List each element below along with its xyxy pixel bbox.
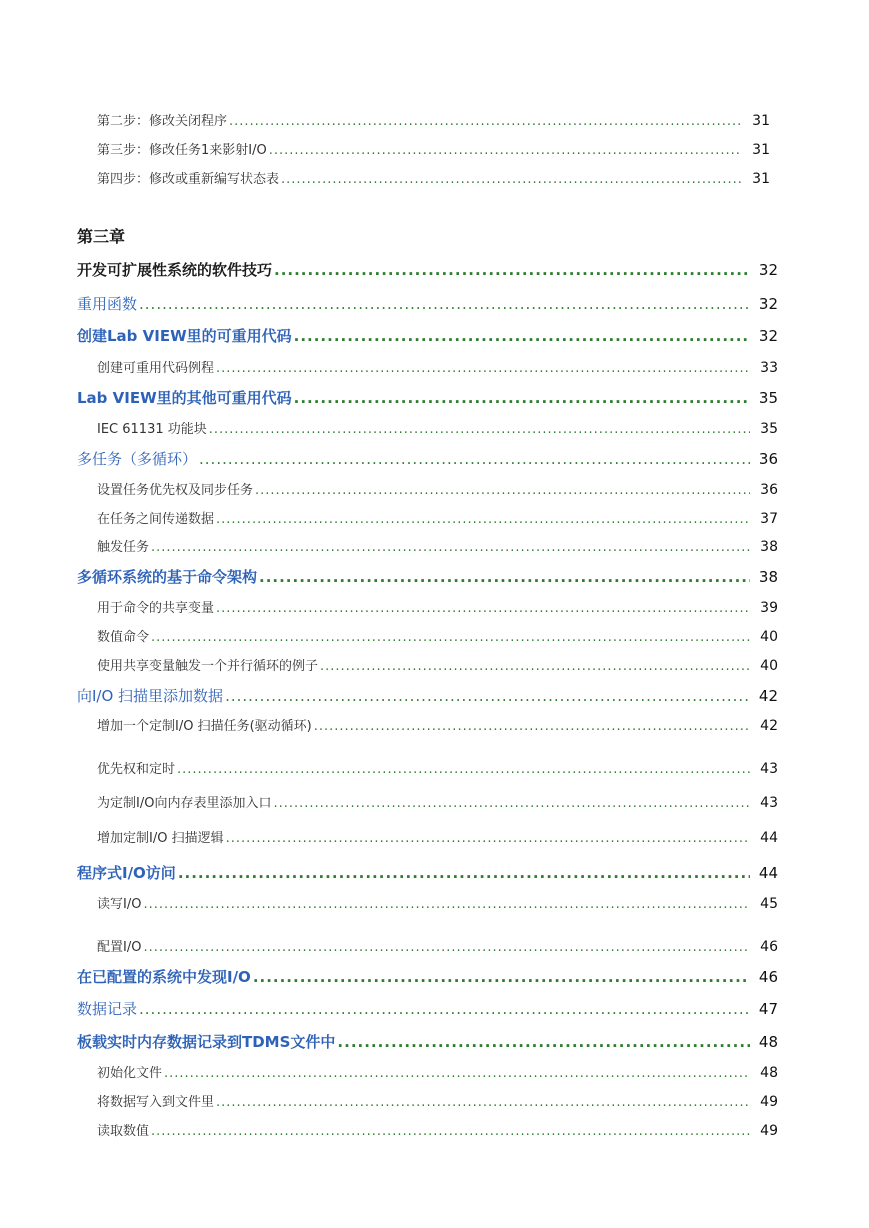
toc-page-number: 46 xyxy=(760,939,778,955)
toc-page-number: 43 xyxy=(760,761,778,777)
toc-entry-label: 数据记录 xyxy=(77,1000,138,1018)
toc-entry[interactable] xyxy=(77,448,778,469)
toc-page-number: 36 xyxy=(760,482,778,498)
toc-leader xyxy=(259,568,750,586)
toc-page-number: 35 xyxy=(760,421,778,437)
toc-leader xyxy=(226,831,750,846)
toc-entry-label: 读写I/O xyxy=(97,897,142,912)
toc-page-number: 37 xyxy=(760,511,778,527)
toc-entry-label: 为定制I/O向内存表里添加入口 xyxy=(97,796,272,811)
toc-page-number: 31 xyxy=(752,142,770,158)
toc-entry[interactable] xyxy=(97,758,778,777)
toc-page-number: 49 xyxy=(760,1123,778,1139)
toc-page-number: 44 xyxy=(758,864,778,882)
toc-leader xyxy=(139,1000,750,1018)
toc-entry-label: 初始化文件 xyxy=(97,1066,163,1081)
toc-page-number: 45 xyxy=(760,896,778,912)
toc-page-number: 38 xyxy=(758,568,778,586)
toc-page-number: 40 xyxy=(760,629,778,645)
toc-leader xyxy=(216,1095,750,1110)
toc-leader xyxy=(139,295,750,313)
toc-leader xyxy=(177,762,750,777)
toc-entry-label: Lab VIEW里的其他可重用代码 xyxy=(77,389,292,407)
toc-entry-label: 配置I/O xyxy=(97,940,142,955)
toc-entry-label: 在任务之间传递数据 xyxy=(97,512,215,527)
toc-leader xyxy=(294,389,750,407)
toc-leader xyxy=(229,114,742,129)
toc-page-number: 48 xyxy=(758,1033,778,1051)
toc-entry-label: 第三步：修改任务1来影射I/O xyxy=(97,143,267,158)
toc-entry[interactable] xyxy=(77,998,778,1019)
toc-entry-label: 优先权和定时 xyxy=(97,762,176,777)
toc-page-number: 31 xyxy=(752,171,770,187)
toc-page-number: 47 xyxy=(758,1000,778,1018)
toc-entry-label: 读取数值 xyxy=(97,1124,150,1139)
toc-entry-label: 设置任务优先权及同步任务 xyxy=(97,483,254,498)
toc-page-number: 43 xyxy=(760,795,778,811)
toc-entry-label: 第四步：修改或重新编写状态表 xyxy=(97,172,280,187)
toc-entry[interactable] xyxy=(97,597,778,616)
toc-entry-label: 用于命令的共享变量 xyxy=(97,601,215,616)
toc-leader xyxy=(320,659,750,674)
toc-entry[interactable] xyxy=(97,626,778,645)
toc-page-number: 39 xyxy=(760,600,778,616)
toc-entry[interactable] xyxy=(77,325,778,346)
toc-leader xyxy=(314,719,750,734)
toc-entry-label: 数值命令 xyxy=(97,630,150,645)
toc-entry[interactable] xyxy=(97,715,778,734)
toc-entry-label: 板载实时内存数据记录到TDMS文件中 xyxy=(77,1033,336,1051)
toc-entry-label: 创建Lab VIEW里的可重用代码 xyxy=(77,327,292,345)
toc-leader xyxy=(143,897,750,912)
toc-entry-label: 增加一个定制I/O 扫描任务(驱动循环) xyxy=(97,719,312,734)
toc-entry-label: 开发可扩展性系统的软件技巧 xyxy=(77,261,273,279)
toc-page-number: 32 xyxy=(758,261,778,279)
toc-leader xyxy=(216,601,750,616)
toc-entry[interactable] xyxy=(77,862,778,883)
toc-entry[interactable] xyxy=(97,1091,778,1110)
toc-page-number: 36 xyxy=(758,450,778,468)
toc-page-number: 44 xyxy=(760,830,778,846)
toc-leader xyxy=(253,968,750,986)
toc-page-number: 49 xyxy=(760,1094,778,1110)
toc-entry[interactable] xyxy=(97,1062,778,1081)
toc-leader xyxy=(151,540,750,555)
toc-entry[interactable] xyxy=(97,893,778,912)
toc-entry[interactable] xyxy=(77,1031,778,1052)
toc-entry[interactable] xyxy=(97,168,770,187)
toc-leader xyxy=(274,261,750,279)
toc-leader xyxy=(199,450,750,468)
toc-leader xyxy=(269,143,742,158)
toc-page-number: 42 xyxy=(760,718,778,734)
toc-entry[interactable] xyxy=(77,293,778,314)
toc-entry[interactable] xyxy=(97,936,778,955)
toc-entry-label: 第二步：修改关闭程序 xyxy=(97,114,228,129)
toc-entry-label: 多任务（多循环） xyxy=(77,450,198,468)
toc-entry[interactable] xyxy=(77,966,778,987)
toc-entry[interactable] xyxy=(97,508,778,527)
toc-leader xyxy=(178,864,750,882)
toc-entry[interactable] xyxy=(97,536,778,555)
toc-entry-label: 程序式I/O访问 xyxy=(77,864,176,882)
toc-leader xyxy=(281,172,742,187)
toc-entry[interactable] xyxy=(97,139,770,158)
toc-entry[interactable] xyxy=(77,387,778,408)
toc-entry-label: 在已配置的系统中发现I/O xyxy=(77,968,251,986)
toc-entry[interactable] xyxy=(97,110,770,129)
toc-entry[interactable] xyxy=(97,357,778,376)
toc-entry[interactable] xyxy=(77,685,778,706)
toc-leader xyxy=(255,483,750,498)
toc-entry-label: 增加定制I/O 扫描逻辑 xyxy=(97,831,224,846)
toc-entry-label: 重用函数 xyxy=(77,295,138,313)
toc-entry[interactable] xyxy=(97,792,778,811)
toc-leader xyxy=(151,630,750,645)
toc-entry-label: 触发任务 xyxy=(97,540,150,555)
toc-leader xyxy=(337,1033,750,1051)
toc-entry-label: IEC 61131 功能块 xyxy=(97,422,207,437)
toc-leader xyxy=(216,361,750,376)
toc-entry[interactable] xyxy=(97,655,778,674)
toc-page-number: 32 xyxy=(758,295,778,313)
toc-leader xyxy=(209,422,750,437)
toc-entry-label: 向I/O 扫描里添加数据 xyxy=(77,687,224,705)
toc-leader xyxy=(143,940,750,955)
toc-entry[interactable] xyxy=(77,566,778,587)
toc-page-number: 33 xyxy=(760,360,778,376)
toc-page-number: 32 xyxy=(758,327,778,345)
toc-entry[interactable] xyxy=(97,479,778,498)
toc-leader xyxy=(164,1066,750,1081)
toc-entry-label: 使用共享变量触发一个并行循环的例子 xyxy=(97,659,319,674)
toc-leader xyxy=(216,512,750,527)
toc-leader xyxy=(151,1124,750,1139)
toc-page-number: 46 xyxy=(758,968,778,986)
toc-entry-label: 创建可重用代码例程 xyxy=(97,361,215,376)
toc-leader xyxy=(225,687,750,705)
toc-page-number: 38 xyxy=(760,539,778,555)
toc-leader xyxy=(273,796,750,811)
toc-entry[interactable] xyxy=(97,418,778,437)
toc-entry[interactable] xyxy=(97,827,778,846)
toc-entry[interactable] xyxy=(77,259,778,280)
toc-page-number: 35 xyxy=(758,389,778,407)
toc-entry[interactable] xyxy=(97,1120,778,1139)
toc-leader xyxy=(294,327,750,345)
toc-page-number: 48 xyxy=(760,1065,778,1081)
toc-entry-label: 将数据写入到文件里 xyxy=(97,1095,215,1110)
toc-page-number: 31 xyxy=(752,113,770,129)
toc-page-number: 40 xyxy=(760,658,778,674)
chapter-heading: 第三章 xyxy=(77,227,126,246)
toc-page-number: 42 xyxy=(758,687,778,705)
toc-entry-label: 多循环系统的基于命令架构 xyxy=(77,568,258,586)
